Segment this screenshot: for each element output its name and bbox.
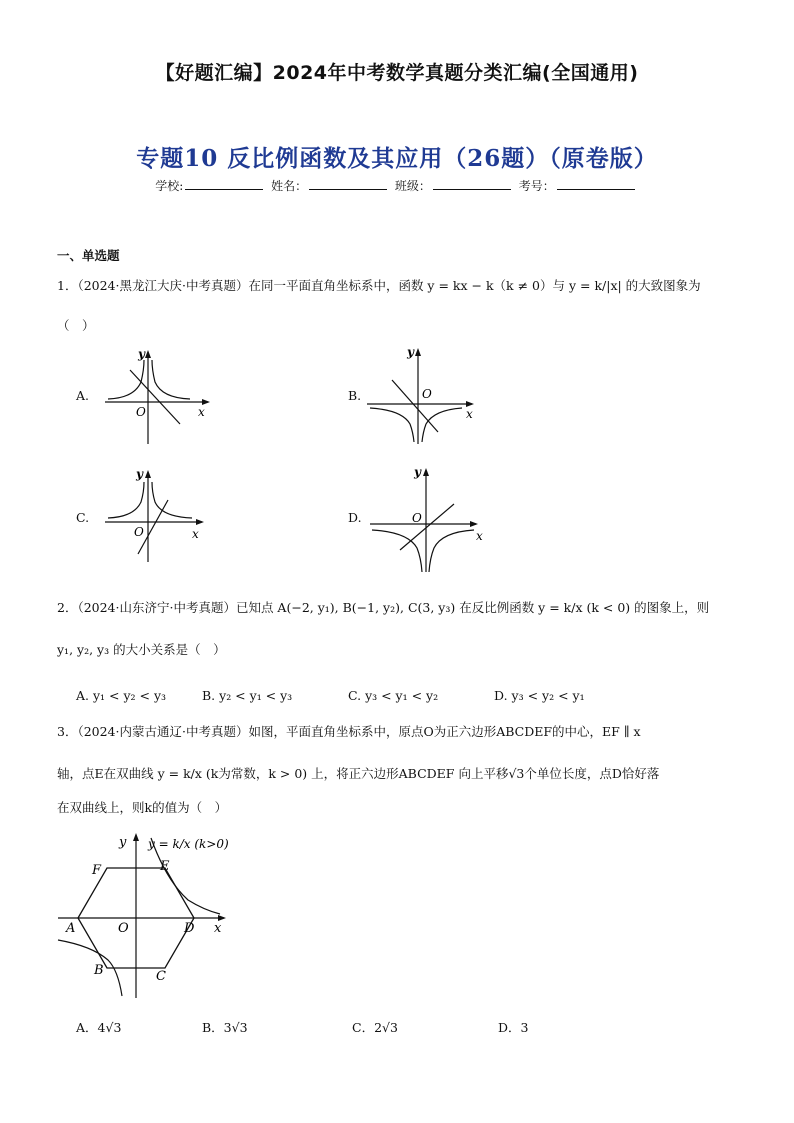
svg-text:y: y (136, 467, 143, 481)
q3-curve-label: y = k/x (k>0) (148, 837, 229, 851)
svg-text:x: x (192, 527, 199, 541)
q2-option-c: C. y₃ < y₁ < y₂ (348, 688, 439, 703)
blank-line (433, 179, 511, 190)
question-3-stem-2: 轴，点E在双曲线 y = k/x (k为常数，k > 0) 上，将正六边形ABCDEF 向上平移√3个单位长度，点D恰好落 (57, 766, 660, 781)
q1-graph-a (100, 342, 215, 447)
field-name: 姓名： (271, 179, 308, 193)
question-3-stem-1: 3．（2024·内蒙古通辽·中考真题）如图，平面直角坐标系中，原点O为正六边形ABCDEF的中心，EF ∥ x (57, 724, 641, 739)
blank-line (185, 179, 263, 190)
svg-text:x: x (214, 921, 222, 936)
q3-option-d: D．3 (498, 1020, 529, 1035)
q3-hexagon-figure (56, 828, 246, 1000)
svg-text:O: O (412, 511, 422, 525)
svg-text:y: y (407, 345, 414, 359)
q3-option-a: A．4√3 (76, 1020, 122, 1035)
q1-graph-b (362, 342, 482, 447)
info-fields (52, 177, 742, 194)
field-class: 班级： (394, 179, 431, 193)
question-3-stem-3: 在双曲线上，则k的值为（ ） (57, 800, 228, 815)
q2-option-d: D. y₃ < y₂ < y₁ (494, 688, 585, 703)
svg-text:O: O (118, 921, 129, 936)
q1-option-d: D. (348, 510, 362, 525)
field-school: 学校: (155, 179, 184, 193)
q2-option-b: B. y₂ < y₁ < y₃ (202, 688, 293, 703)
question-2-stem: 2．（2024·山东济宁·中考真题）已知点 A(−2, y₁), B(−1, y₂), C(3, y₃) 在反比例函数 y = k/x (k < 0) 的图象上，则 (57, 600, 710, 615)
svg-text:x: x (476, 529, 483, 543)
blank-line (557, 179, 635, 190)
svg-text:O: O (136, 405, 146, 419)
svg-text:C: C (156, 969, 166, 984)
svg-text:B: B (94, 963, 104, 978)
svg-text:F: F (92, 863, 102, 878)
question-1-stem: 1．（2024·黑龙江大庆·中考真题）在同一平面直角坐标系中，函数 y = kx − k（k ≠ 0）与 y = k/|x| 的大致图象为 (57, 278, 701, 293)
q1-option-c: C. (76, 510, 90, 525)
document-title: 【好题汇编】2024年中考数学真题分类汇编(全国通用) (155, 62, 639, 84)
svg-text:y: y (138, 347, 145, 361)
svg-text:x: x (466, 407, 473, 421)
svg-text:O: O (422, 387, 432, 401)
svg-text:y: y (119, 835, 127, 850)
svg-text:D: D (184, 921, 195, 936)
topic-title: 专题10 反比例函数及其应用（26题）（原卷版） (136, 145, 658, 172)
field-exam-no: 考号： (518, 179, 555, 193)
q2-option-a: A. y₁ < y₂ < y₃ (76, 688, 167, 703)
section-heading: 一、单选题 (57, 248, 120, 263)
svg-text:E: E (160, 859, 170, 874)
q1-option-a: A. (76, 388, 90, 403)
q1-graph-d (362, 462, 487, 574)
topic-banner (52, 128, 742, 193)
svg-text:x: x (198, 405, 205, 419)
blank-line (309, 179, 387, 190)
question-1-paren: （ ） (57, 318, 95, 333)
svg-text:O: O (134, 525, 144, 539)
q1-option-b: B. (348, 388, 362, 403)
q3-option-c: C．2√3 (352, 1020, 398, 1035)
svg-text:A: A (66, 921, 76, 936)
q3-option-b: B．3√3 (202, 1020, 248, 1035)
question-2-stem-cont: y₁, y₂, y₃ 的大小关系是（ ） (57, 642, 226, 657)
q1-graph-c (100, 464, 215, 564)
svg-text:y: y (414, 465, 421, 479)
